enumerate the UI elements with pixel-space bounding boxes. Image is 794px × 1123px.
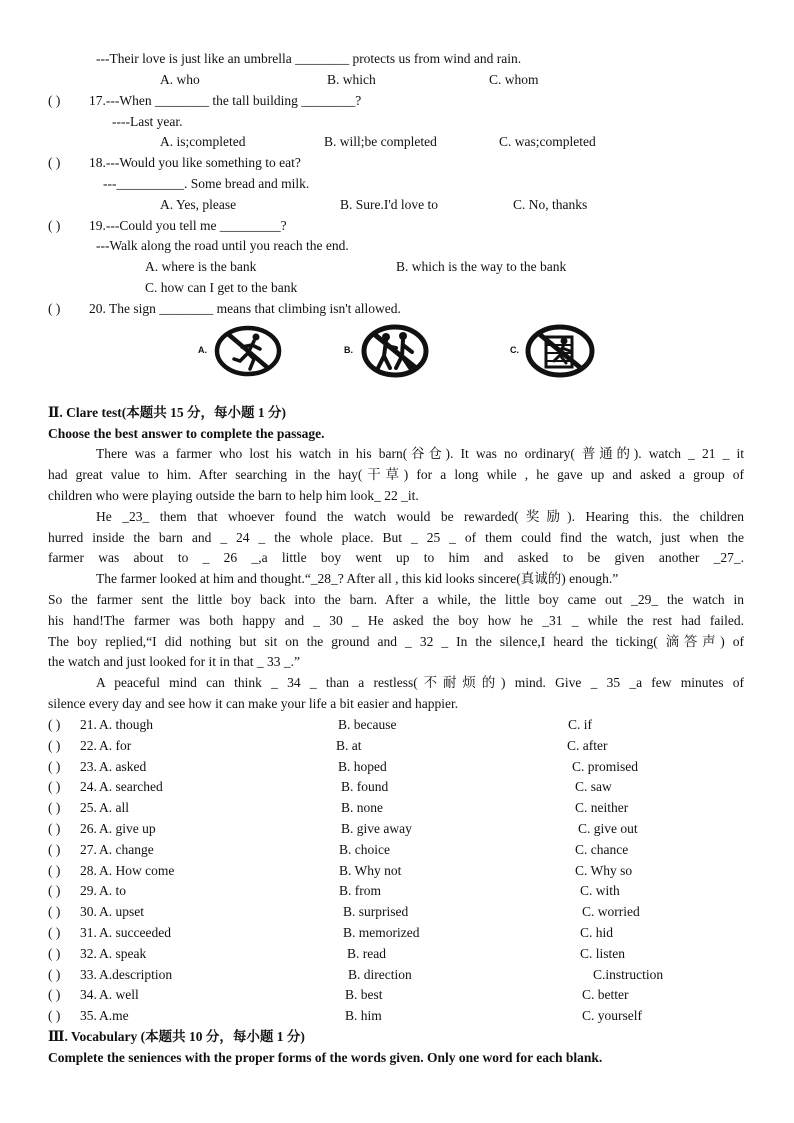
option-b[interactable]: B. none — [341, 800, 383, 816]
q17-stem: 17.---When ________ the tall building ________? — [89, 93, 362, 108]
q16-option-b[interactable]: B. which — [327, 72, 376, 87]
answer-bracket[interactable]: ( ) — [48, 966, 61, 982]
sign-c-label[interactable]: C. — [510, 345, 519, 355]
option-a[interactable]: A. speak — [99, 945, 147, 961]
option-a[interactable]: A. upset — [99, 904, 144, 920]
q16-option-c[interactable]: C. whom — [489, 72, 539, 87]
passage-p3-line1: The farmer looked at him and thought.“_28_? After all , this kid looks sincere(真诚的) enough.” — [96, 571, 619, 586]
option-b[interactable]: B. from — [339, 883, 381, 899]
q17-option-a[interactable]: A. is;completed — [160, 134, 246, 149]
q19-option-c[interactable]: C. how can I get to the bank — [145, 280, 298, 295]
passage-p2-line1: He _23_ them that whoever found the watch would be rewarded(奖励). Hearing this. the children — [96, 509, 744, 524]
question-number: 35. — [80, 1008, 97, 1024]
q18-option-c[interactable]: C. No, thanks — [513, 197, 588, 212]
q19-reply: ---Walk along the road until you reach the end. — [96, 238, 349, 253]
q18-option-a[interactable]: A. Yes, please — [160, 197, 237, 212]
option-c[interactable]: C. chance — [575, 841, 629, 857]
option-a[interactable]: A. searched — [99, 779, 163, 795]
sign-a-label[interactable]: A. — [198, 345, 207, 355]
option-a[interactable]: A. for — [99, 737, 132, 753]
option-c[interactable]: C. after — [567, 737, 608, 753]
option-c[interactable]: C. better — [582, 987, 629, 1003]
option-b[interactable]: B. him — [345, 1008, 382, 1024]
answer-bracket[interactable]: ( ) — [48, 800, 61, 816]
option-c[interactable]: C.instruction — [593, 966, 664, 982]
question-number: 34. — [80, 987, 97, 1003]
option-b[interactable]: B. read — [347, 945, 386, 961]
question-number: 22. — [80, 737, 97, 753]
option-b[interactable]: B. at — [336, 737, 362, 753]
q19-option-b[interactable]: B. which is the way to the bank — [396, 259, 567, 274]
option-c[interactable]: C. give out — [578, 821, 638, 836]
option-b[interactable]: B. memorized — [343, 925, 420, 940]
option-b[interactable]: B. surprised — [343, 904, 409, 920]
q17-option-c[interactable]: C. was;completed — [499, 134, 596, 149]
option-c[interactable]: C. worried — [582, 904, 640, 920]
answer-bracket[interactable]: ( ) — [48, 987, 61, 1003]
passage-p1-line3: children who were playing outside the barn to help him look_ 22 _it. — [48, 488, 419, 503]
q18-answer-bracket[interactable]: ( ) — [48, 155, 61, 170]
option-a[interactable]: A. succeeded — [99, 925, 171, 940]
sign-b-label[interactable]: B. — [344, 345, 353, 355]
passage-p2-line3: farmer was about to _ 26 _,a little boy went up to him and asked to be given another _27_. — [48, 550, 744, 565]
passage-p4-line1: A peaceful mind can think _ 34 _ than a restless(不耐烦的) mind. Give _ 35 _a few minutes of — [96, 675, 744, 690]
q16-stem: ---Their love is just like an umbrella ________ protects us from wind and rain. — [96, 51, 522, 66]
answer-bracket[interactable]: ( ) — [48, 841, 61, 857]
question-number: 33. — [80, 966, 97, 982]
section3-heading: Ⅲ. Vocabulary (本题共 10 分，每小题 1 分) — [48, 1029, 305, 1044]
option-a[interactable]: A.me — [99, 1008, 129, 1024]
q18-option-b[interactable]: B. Sure.I'd love to — [340, 197, 439, 212]
question-number: 31. — [80, 925, 97, 940]
option-a[interactable]: A. though — [99, 717, 153, 732]
question-number: 30. — [80, 904, 97, 920]
passage-p3-line4: The boy replied,“I did nothing but sit on the ground and _ 32 _ In the silence,I heard the ticking( 滴答声) of — [48, 634, 744, 649]
passage-p2-line2: hurred inside the barn and _ 24 _ the whole place. But _ 25 _ of them could find the watch, just when the — [48, 530, 744, 545]
answer-bracket[interactable]: ( ) — [48, 1008, 61, 1024]
option-a[interactable]: A. give up — [99, 821, 156, 836]
no-running-sign-icon[interactable] — [214, 325, 282, 377]
question-number: 24. — [80, 779, 97, 795]
question-number: 25. — [80, 800, 97, 816]
q19-stem: 19.---Could you tell me _________? — [89, 218, 287, 233]
section2-instruction: Choose the best answer to complete the passage. — [48, 426, 325, 441]
q19-answer-bracket[interactable]: ( ) — [48, 218, 61, 233]
no-climbing-sign-icon[interactable] — [524, 323, 596, 379]
q17-answer-bracket[interactable]: ( ) — [48, 93, 61, 108]
answer-bracket[interactable]: ( ) — [48, 925, 61, 940]
q18-reply: ---__________. Some bread and milk. — [103, 176, 310, 191]
passage-p3-line2: So the farmer sent the little boy back into the barn. After a while, the little boy came out _29_ the watch in — [48, 592, 744, 607]
passage-p4-line2: silence every day and see how it can make your life a bit easier and happier. — [48, 696, 459, 711]
q19-option-a[interactable]: A. where is the bank — [145, 259, 257, 274]
section3-instruction: Complete the seniences with the proper forms of the words given. Only one word for each blank. — [48, 1050, 603, 1065]
option-b[interactable]: B. hoped — [338, 758, 387, 774]
option-c[interactable]: C. hid — [580, 925, 614, 940]
answer-bracket[interactable]: ( ) — [48, 862, 61, 878]
question-number: 26. — [80, 821, 97, 836]
answer-bracket[interactable]: ( ) — [48, 717, 61, 732]
option-c[interactable]: C. Why so — [575, 862, 633, 878]
option-a[interactable]: A. asked — [99, 758, 147, 774]
option-b[interactable]: B. give away — [341, 821, 412, 836]
question-number: 32. — [80, 945, 97, 961]
option-a[interactable]: A. to — [99, 883, 126, 899]
option-a[interactable]: A. How come — [99, 862, 175, 878]
option-b[interactable]: B. direction — [348, 966, 412, 982]
question-number: 27. — [80, 841, 97, 857]
q17-option-b[interactable]: B. will;be completed — [324, 134, 437, 149]
option-a[interactable]: A. all — [99, 800, 129, 816]
option-a[interactable]: A. well — [99, 987, 139, 1003]
option-c[interactable]: C. if — [568, 717, 593, 732]
option-c[interactable]: C. listen — [580, 945, 626, 961]
section2-heading: Ⅱ. Clare test(本题共 15 分，每小题 1 分) — [48, 405, 286, 420]
answer-bracket[interactable]: ( ) — [48, 737, 61, 753]
q16-option-a[interactable]: A. who — [160, 72, 200, 87]
answer-bracket[interactable]: ( ) — [48, 779, 61, 795]
question-number: 21. — [80, 717, 97, 732]
option-b[interactable]: B. best — [345, 987, 383, 1003]
answer-bracket[interactable]: ( ) — [48, 945, 61, 961]
question-number: 28. — [80, 862, 97, 878]
question-number: 23. — [80, 758, 97, 774]
answer-bracket[interactable]: ( ) — [48, 758, 61, 774]
option-c[interactable]: C. yourself — [582, 1008, 642, 1024]
answer-bracket[interactable]: ( ) — [48, 821, 61, 836]
q20-answer-bracket[interactable]: ( ) — [48, 301, 61, 316]
option-a[interactable]: A. change — [99, 841, 154, 857]
no-pushing-sign-icon[interactable] — [360, 324, 430, 378]
passage-p1-line1: There was a farmer who lost his watch in his barn(谷仓). It was no ordinary( 普通的). watch _ 21 _ it — [96, 446, 744, 461]
q20-stem: 20. The sign ________ means that climbing isn't allowed. — [89, 301, 401, 316]
answer-bracket[interactable]: ( ) — [48, 883, 61, 899]
option-c[interactable]: C. neither — [575, 800, 629, 816]
option-b[interactable]: B. choice — [339, 841, 390, 857]
option-b[interactable]: B. found — [341, 779, 389, 795]
option-c[interactable]: C. promised — [572, 758, 638, 774]
passage-p3-line5: the watch and just looked for it in that _ 33 _.” — [48, 654, 300, 669]
q18-stem: 18.---Would you like something to eat? — [89, 155, 301, 170]
option-b[interactable]: B. because — [338, 717, 397, 732]
option-a[interactable]: A.description — [99, 966, 173, 982]
option-c[interactable]: C. saw — [575, 779, 612, 795]
passage-p1-line2: had great value to him. After searching in the hay(干草) for a long while , he gave up and asked a group of — [48, 467, 744, 482]
q17-reply: ----Last year. — [112, 114, 183, 129]
question-number: 29. — [80, 883, 97, 899]
option-b[interactable]: B. Why not — [339, 862, 402, 878]
option-c[interactable]: C. with — [580, 883, 620, 899]
passage-p3-line3: his hand!The farmer was both happy and _ 30 _ He asked the boy how he _31 _ while the rest had failed. — [48, 613, 744, 628]
answer-bracket[interactable]: ( ) — [48, 904, 61, 920]
